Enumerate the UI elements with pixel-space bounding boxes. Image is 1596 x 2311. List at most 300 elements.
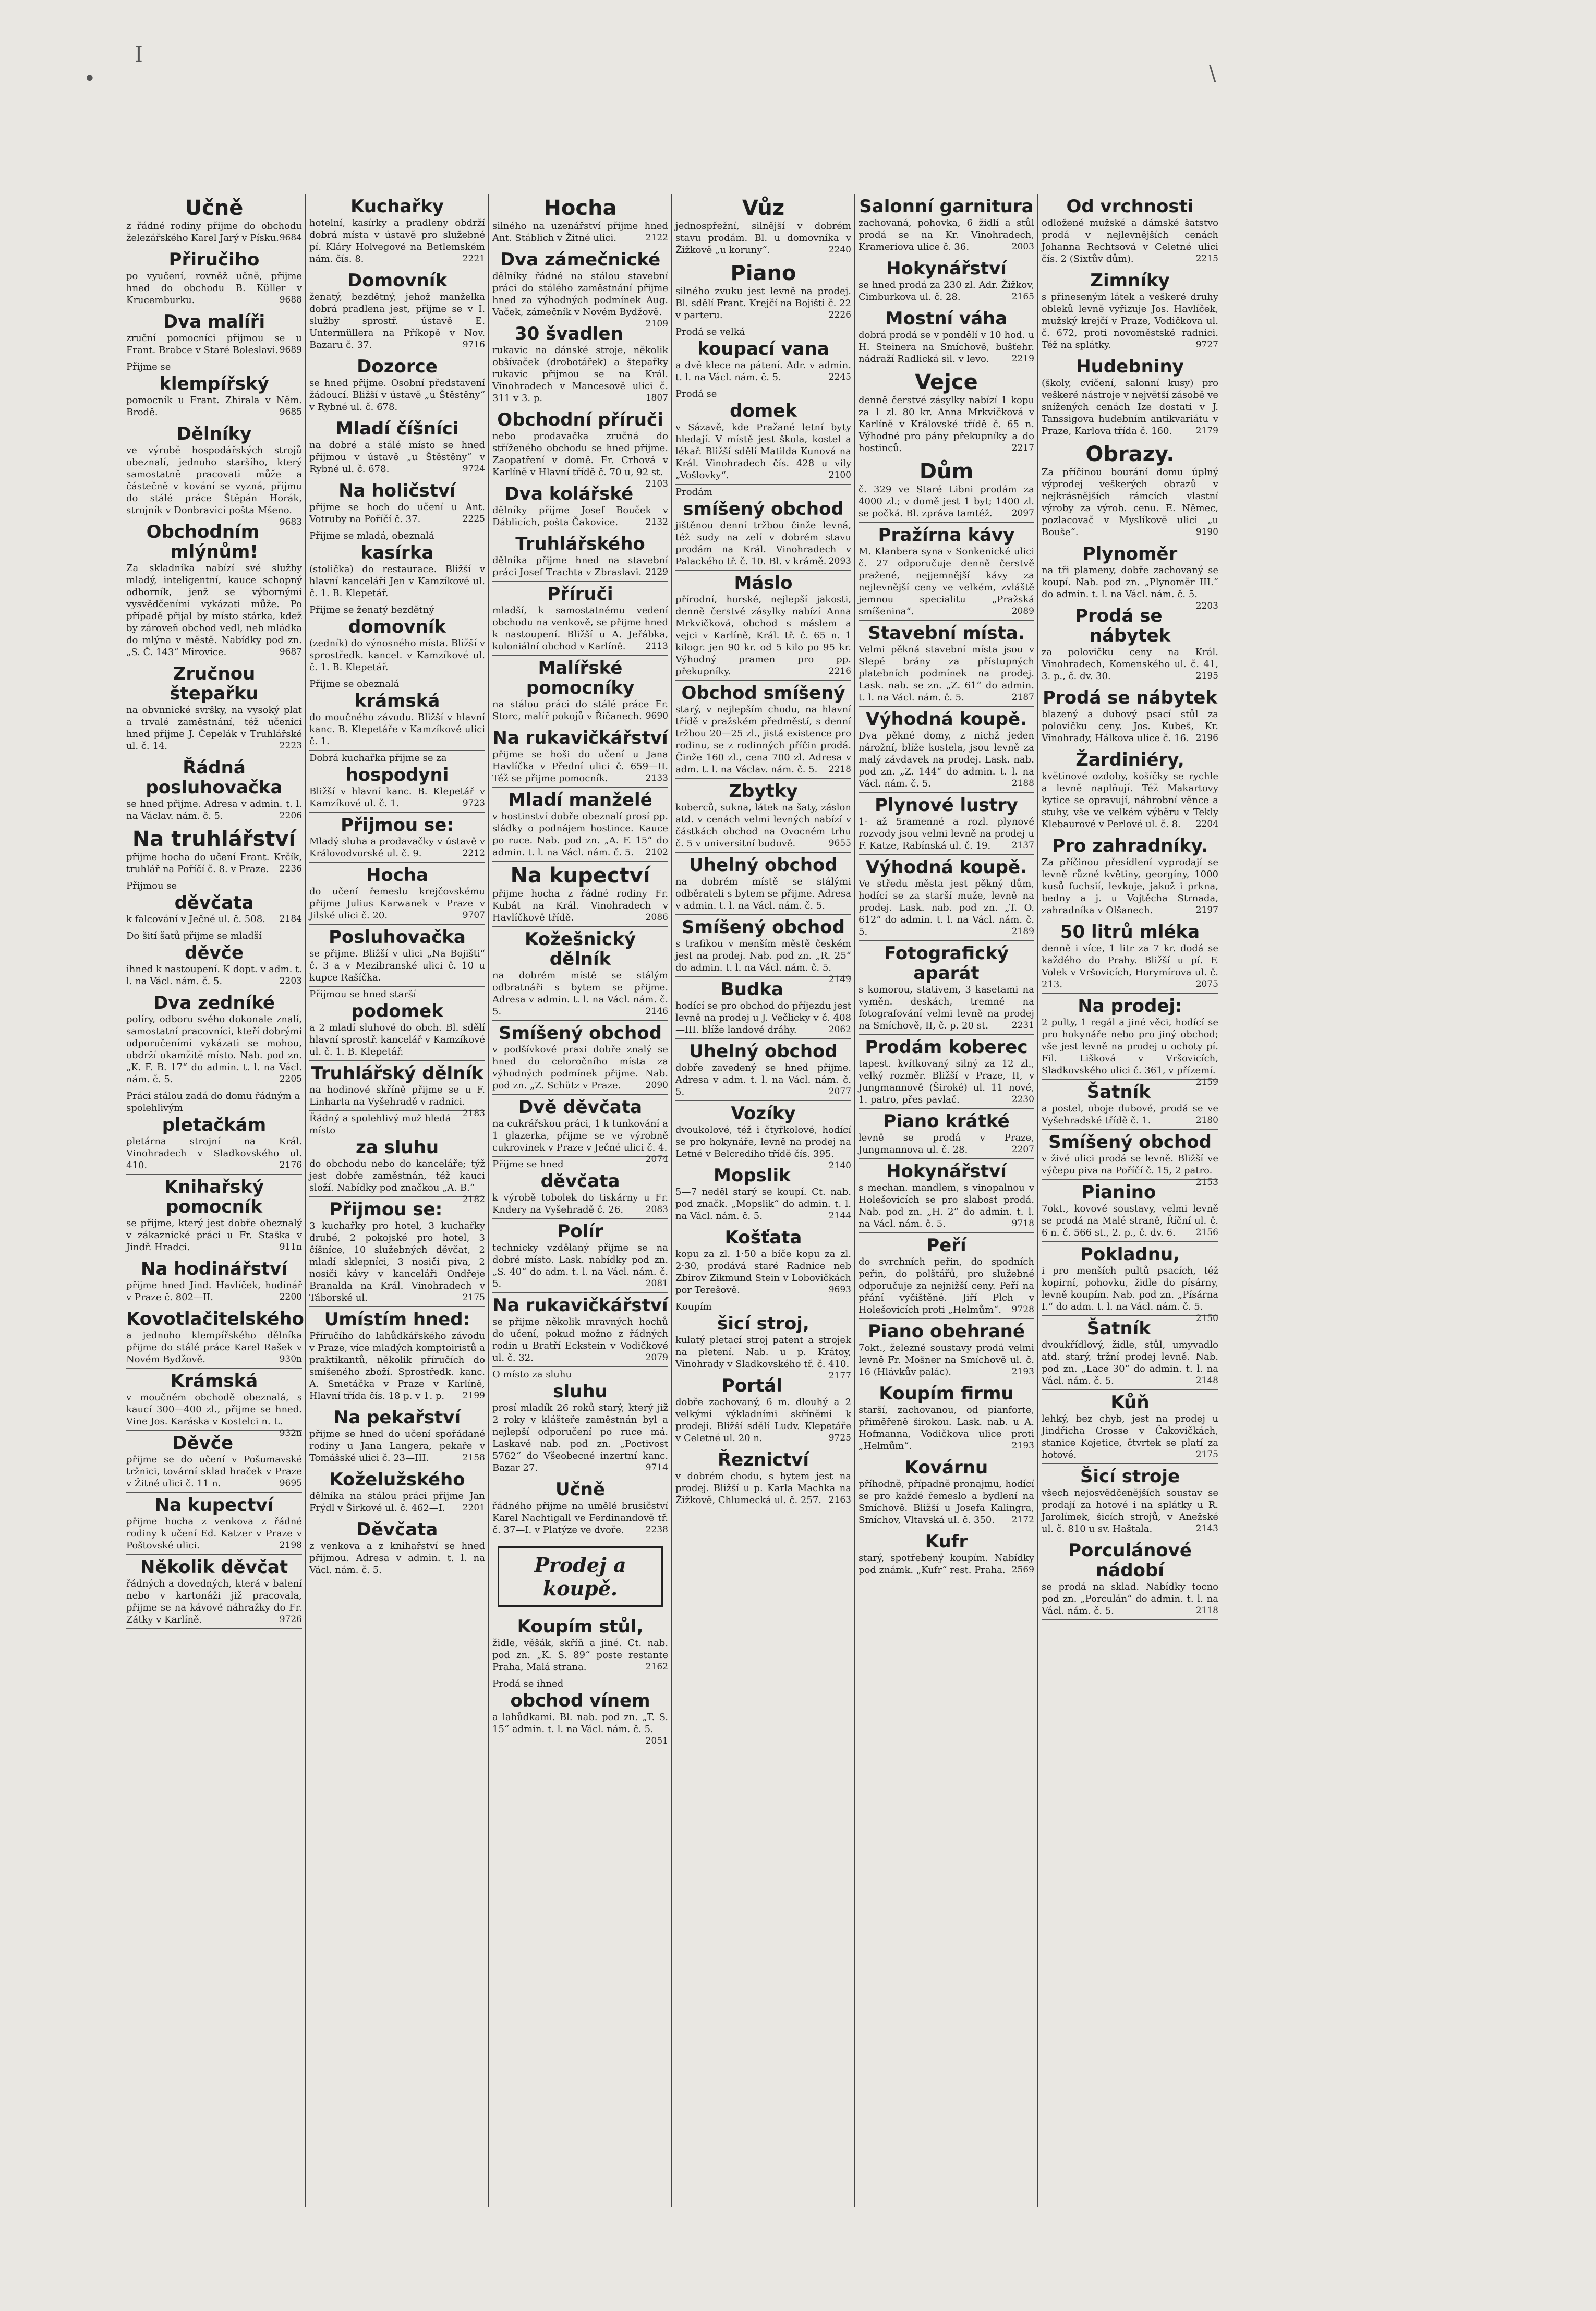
classified-ad <box>126 1369 302 1438</box>
ad-title: Smíšený obchod <box>1048 1132 1212 1153</box>
ad-text: Bližší v hlavní kanc. B. Klepetář v Kamzíkové ul. č. 1. <box>309 786 485 809</box>
ad-text: dělníky přijme Josef Bouček v Dáblicích, pošta Čakovice. <box>492 505 668 528</box>
ad-number: 9683 <box>279 517 302 527</box>
ad-text: dvoukolové, též i čtyřkolové, hodící se pro hokynáře, levně na prodej na Letné v Belcrediho třídě čís. 395. <box>675 1124 851 1159</box>
ad-text: za polovičku ceny na Král. Vinohradech, Komenského ul. č. 41, 3. p., č. dv. 30. <box>1042 647 1218 682</box>
ad-text: koberců, sukna, látek na šaty, záslon atd. v cenách velmi levných nabízí v částkách obchod na Ovocném trhu č. 5 v universitní budově. <box>675 802 851 849</box>
ad-title: Vůz <box>742 196 785 220</box>
ad-intro: Prodá se <box>675 389 717 400</box>
ad-number: 2218 <box>828 764 851 775</box>
ad-text: v živé ulici prodá se levně. Bližší ve výčepu piva na Poříčí č. 15, 2 patro. <box>1042 1153 1218 1176</box>
ad-title: Obrazy. <box>1085 442 1175 466</box>
ad-text: a postel, oboje dubové, prodá se ve Vyšehradské třídě č. 1. <box>1042 1103 1218 1126</box>
classified-ad <box>492 1219 668 1293</box>
classified-ad <box>1042 919 1218 994</box>
classified-ad <box>859 457 1034 523</box>
classified-ad <box>859 1529 1034 1579</box>
ad-text: lehký, bez chyb, jest na prodej u Jindřicha Grosse v Čakovičkách, stanice Kojetice, čtvrtek se platí za hotové. <box>1042 1413 1218 1460</box>
ad-number: 2215 <box>1195 253 1218 264</box>
classified-ad <box>1042 1242 1218 1324</box>
ad-title: Dům <box>919 459 974 483</box>
ad-text: dělníka přijme hned na stavební práci Josef Trachta v Zbraslavi. <box>492 555 668 578</box>
ad-number: 2153 <box>1195 1177 1218 1188</box>
ad-text: řádného přijme na umělé brusičství Karel Nachtigall ve Ferdinandově tř. č. 37—I. v Platýze ve dvoře. <box>492 1501 668 1535</box>
ad-text: v Sázavě, kde Pražané letní byty hledají. V místě jest škola, kostel a lékař. Bližší sdělí Matilda Kunová na Král. Vinohradech čís. 428 u vily „Vošlovky“. <box>675 422 851 481</box>
ad-number: 2162 <box>645 1662 668 1672</box>
ad-number: 1807 <box>645 393 668 403</box>
ad-title: Hocha <box>366 865 429 886</box>
ad-text: políry, odboru svého dokonale znalí, samostatní pracovníci, kteří dobrými odporučeními vykázati se mohou, obdrží okamžitě místo. Nab. pod zn. „K. F. B. 17“ do admin. t. l. na Václ. nám. č. 5. <box>126 1014 302 1085</box>
ad-intro: Prodá se ihned <box>492 1678 564 1689</box>
ad-number: 2090 <box>645 1080 668 1091</box>
ad-number: 2149 <box>828 974 851 985</box>
classified-ad <box>492 407 668 489</box>
ad-text: Velmi pěkná stavební místa jsou v Slepé brány za přístupných platebních podmínek na prodej. Lask. nab. se zn. „Z. 61“ do admin. t. l. na Václ. nám. č. 5. <box>859 644 1034 703</box>
ad-number: 9684 <box>279 233 302 243</box>
ad-title: Dvě děvčata <box>518 1097 643 1118</box>
ad-title: Košťata <box>724 1227 802 1248</box>
ad-title: Obchodním mlýnům! <box>146 522 260 562</box>
classified-ad <box>859 1159 1034 1233</box>
classified-ad <box>492 788 668 862</box>
classified-ad <box>1042 1390 1218 1464</box>
ad-number: 2093 <box>828 556 851 566</box>
ad-title: Přiručiho <box>168 249 260 270</box>
ad-title: Na holičství <box>338 480 456 501</box>
ad-title: Řeznictví <box>717 1449 809 1470</box>
ad-title: podomek <box>351 1001 443 1022</box>
classified-ad <box>126 1088 302 1175</box>
page-mark-top-right: \ <box>1209 62 1216 86</box>
ad-text: (školy, cvičení, salonní kusy) pro veškeré nástroje v největší zásobě ve snížených cenách Ize dostati v J. Tanssigova hudebním antikvariátu v Praze, Karlova třída č. 160. <box>1042 378 1218 437</box>
ad-intro: Přijmou se <box>126 880 177 891</box>
classified-ad <box>126 194 302 247</box>
ad-number: 2198 <box>279 1540 302 1551</box>
classified-ad <box>309 602 485 676</box>
ad-text: prosí mladík 26 roků starý, který již 2 roky v klášteře zaměstnán byl a nejlepší odporučení po ruce má. Laskavé nab. pod zn. „Poctivost 5762“ do Všeobecné inzertní kanc. Bazar 27. <box>492 1402 668 1473</box>
ad-title: Salonní garnitura <box>859 196 1034 217</box>
ad-intro: Přijme se obeznalá <box>309 679 400 689</box>
ad-title: Portál <box>721 1375 782 1396</box>
ad-text: Příručího do lahůdkářského závodu v Praze, více mladých komptoiristů a praktikantů, několik příručích do smíšeného zboží. Sprostředk. kanc. A. Smetáčka v Praze v Karlíně, Hlavní třída čís. 18 p. v 1. p. <box>309 1330 485 1401</box>
ad-number: 2156 <box>1195 1227 1218 1238</box>
ad-number: 9687 <box>279 647 302 657</box>
section-banner: Prodej a koupě. <box>498 1546 663 1607</box>
classified-ad <box>859 306 1034 368</box>
ad-number: 2236 <box>279 864 302 874</box>
classified-ad <box>859 1233 1034 1319</box>
ad-title: Prodá se nábytek <box>1075 606 1171 646</box>
ad-number: 2163 <box>828 1495 851 1505</box>
classified-ad <box>126 878 302 928</box>
classified-ad <box>309 478 485 528</box>
ad-number: 9718 <box>1011 1218 1034 1229</box>
ad-text: přijme hocha z řádné rodiny Fr. Kubát na Král. Vinohradech v Havlíčkově třídě. <box>492 888 668 923</box>
classified-ad <box>675 853 851 915</box>
ad-number: 2129 <box>645 567 668 577</box>
ad-text: se hned prodá za 230 zl. Adr. Žižkov, Cimburkova ul. č. 28. <box>859 280 1034 303</box>
ad-number: 2140 <box>828 1160 851 1171</box>
ad-intro: Přijme se <box>126 361 171 372</box>
ad-text: mladší, k samostatnému vedení obchodu na venkově, se přijme hned k nastoupení. Bližší u A. Jeřábka, koloniální obchod v Karlíně. <box>492 605 668 652</box>
ad-text: přijme se hoši do učení u Jana Havlíčka v Přední ulici č. 659—II. Též se přijme pomocník. <box>492 749 668 784</box>
ad-text: se prodá na sklad. Nabídky tocno pod zn. „Porculán“ do admin. t. l. na Václ. nám. č. 5. <box>1042 1581 1218 1616</box>
ad-number: 2216 <box>828 666 851 676</box>
ad-number: 2238 <box>645 1524 668 1535</box>
ad-text: nebo prodavačka zručná do stříženého obchodu se hned přijme. Zaopatření v domě. Fr. Crhová v Karlíně v Hlavní třídě č. 70 u, 92 st. <box>492 431 668 478</box>
ad-text: se hned přijme. Adresa v admin. t. l. na Václav. nám. č. 5. <box>126 798 302 821</box>
classified-ad <box>675 259 851 324</box>
classified-ad <box>309 676 485 751</box>
ad-title: 30 švadlen <box>514 323 623 344</box>
classified-ad <box>675 194 851 259</box>
ad-title: koupací vana <box>697 338 829 359</box>
ad-title: Prodá se nábytek <box>1043 687 1217 708</box>
ad-number: 2158 <box>462 1453 485 1463</box>
ad-title: Piano <box>730 261 796 285</box>
ad-title: Kůň <box>1110 1392 1150 1413</box>
ad-title: děvčata <box>540 1171 620 1192</box>
ad-text: dobrá prodá se v pondělí v 10 hod. u H. Steinera na Smíchově, bušťehr. nádraží Radlická sil. v levo. <box>859 330 1034 365</box>
ad-number: 2245 <box>828 372 851 382</box>
ad-title: děvčata <box>174 892 254 913</box>
ad-title: šicí stroj, <box>717 1313 809 1334</box>
classified-ad <box>675 1039 851 1101</box>
ad-text: Ve středu města jest pěkný dům, hodící se za starší muže, levně na prodej. Lask. nab. pod zn. „T. O. 612“ do admin. t. l. na Václ. nám. č. 5. <box>859 878 1034 937</box>
classified-ad <box>1042 685 1218 747</box>
ad-title: Mostní váha <box>885 308 1008 329</box>
ad-title: Hokynářství <box>886 258 1007 279</box>
ad-number: 2201 <box>462 1503 485 1513</box>
ad-title: obchod vínem <box>510 1690 650 1711</box>
ad-title: Dva malíři <box>163 311 265 332</box>
ad-text: 2 pulty, 1 regál a jiné věci, hodící se pro hokynáře nebo pro jiný obchod; vše jest levně na prodej u ochoty pí. Fil. Lišková v Vršovicích, Sladkovského ulici č. 361, v přízemí. <box>1042 1017 1218 1076</box>
classified-ad <box>859 194 1034 256</box>
classified-ad <box>126 928 302 990</box>
classified-ad <box>859 941 1034 1035</box>
ad-text: tapest. kvítkovaný silný za 12 zl., velký rozměr. Bližší v Praze, II, v Jungmannově (Široké) ul. 11 nové, 1. patro, přes pavlač. <box>859 1058 1034 1105</box>
ad-number: 9693 <box>828 1285 851 1295</box>
ad-title: pletačkám <box>162 1115 267 1135</box>
ad-text: zachovaná, pohovka, 6 židlí a stůl prodá se na Kr. Vinohradech, Krameriova ulice č. 36. <box>859 217 1034 252</box>
classified-ad <box>675 1163 851 1225</box>
ad-number: 2148 <box>1195 1375 1218 1386</box>
ad-title: Smíšený obchod <box>682 917 845 938</box>
ad-title: Učně <box>555 1479 606 1500</box>
classified-ad <box>309 1467 485 1517</box>
classified-ad <box>126 825 302 878</box>
ad-text: na stálou práci do stálé práce Fr. Storc, malíř pokojů v Řičanech. <box>492 699 668 722</box>
ad-title: Uhelný obchod <box>689 855 838 876</box>
ad-text: přijme se hoch do učení u Ant. Votruby na Poříčí č. 37. <box>309 502 485 525</box>
ad-number: 2189 <box>1011 926 1034 937</box>
classified-ad <box>1042 268 1218 354</box>
ad-number: 2175 <box>462 1292 485 1303</box>
ad-number: 2109 <box>645 319 668 329</box>
ad-text: 3 kuchařky pro hotel, 3 kuchařky drubé, 2 pokojské pro hotel, 3 číšníce, 10 služebných děvčat, 2 mladí sklepníci, 3 nosiči piva, 2 nosiči kávy v kanceláři Ondřeje Branalda na Král. Vinohradech v Táborské ul. <box>309 1220 485 1303</box>
ad-text: ženatý, bezdětný, jehož manželka dobrá pradlena jest, přijme se v I. služby sprostř. ústavě E. Untermüllera na Příkopě v Nov. Bazaru č. 37. <box>309 292 485 350</box>
ad-title: Uhelný obchod <box>689 1041 838 1062</box>
ad-text: a lahůdkami. Bl. nab. pod zn. „T. S. 15“ admin. t. l. na Václ. nám. č. 5. <box>492 1712 668 1735</box>
ad-title: krámská <box>354 691 440 711</box>
ad-text: se hned přijme. Osobní představení žádoucí. Bližší v ústavě „u Štěstěny“ v Rybné ul. č. 678. <box>309 378 485 413</box>
ad-title: Učně <box>185 196 244 220</box>
classified-ad <box>126 421 302 527</box>
ad-text: v hostinství dobře obeznalí prosí pp. sládky o podnájem hostince. Kauce po ruce. Nab. pod zn. „A. F. 15“ do admin. t. l. na Václ. nám. č. 5. <box>492 811 668 858</box>
ad-number: 930n <box>279 1354 302 1364</box>
ad-number: 9707 <box>462 910 485 921</box>
ad-title: Žardiniéry, <box>1075 749 1184 770</box>
ad-column-1 <box>123 194 306 2207</box>
ad-title: Šicí stroje <box>1080 1466 1180 1487</box>
ad-number: 9724 <box>462 464 485 474</box>
ad-title: klempířský <box>159 373 269 394</box>
ad-number: 2100 <box>828 470 851 480</box>
ad-text: 7okt., kovové soustavy, velmi levně se prodá na Malé straně, Říční ul. č. 6 n. č. 566 st., 2. p., č. dv. 6. <box>1042 1203 1218 1238</box>
ad-number: 2089 <box>1011 606 1034 616</box>
ad-intro: O místo za sluhu <box>492 1369 572 1380</box>
ad-number: 2075 <box>1195 979 1218 989</box>
ad-text: pomocník u Frant. Zhirala v Něm. Brodě. <box>126 395 302 418</box>
classified-ad <box>126 990 302 1088</box>
ad-text: Dva pěkné domy, z nichž jeden nárožní, blíže kostela, jsou levně za malý závdavek na prodej. Lask. nab. pod zn. „Z. 144“ do admin. t. l. na Václ. nám. č. 5. <box>859 730 1034 789</box>
ad-number: 2097 <box>1011 508 1034 518</box>
classified-ad <box>492 1157 668 1219</box>
ad-title: Plynové lustry <box>875 795 1018 816</box>
ad-title: Dělníky <box>176 424 252 444</box>
ad-number: 9655 <box>828 838 851 849</box>
ad-title: Plynoměr <box>1082 543 1178 564</box>
ad-title: sluhu <box>553 1381 608 1402</box>
classified-ad <box>492 725 668 788</box>
classified-ad <box>126 1431 302 1493</box>
classified-ad <box>859 523 1034 621</box>
ad-text: ve výrobě hospodářských strojů obeznalí, jednoho staršího, který samostatně pracovati může a částečně v kování se vyzná, přijmu do stálé práce Štěpán Horák, strojník v Donbravici pošta Mšeno. <box>126 445 302 516</box>
ad-title: Posluhovačka <box>329 927 466 948</box>
classified-ad <box>492 1614 668 1676</box>
ad-title: Na kupectví <box>510 864 650 888</box>
ad-number: 2182 <box>462 1194 485 1205</box>
classified-ad <box>309 1405 485 1467</box>
ad-title: Přijmou se: <box>341 815 454 836</box>
ad-text: řádných a dovedných, která v balení nebo v kartonáži již pracovala, přijme se na kávové náhražky do Fr. Zátky v Karlíně. <box>126 1578 302 1625</box>
ad-number: 2062 <box>828 1024 851 1035</box>
ad-text: po vyučení, rovněž učně, přijme hned do obchodu B. Küller v Krucemburku. <box>126 271 302 306</box>
classified-ad <box>1042 1464 1218 1538</box>
ad-number: 2204 <box>1195 819 1218 829</box>
ad-column-2 <box>306 194 489 2207</box>
classified-ad <box>1042 833 1218 919</box>
classified-ad <box>309 1197 485 1307</box>
ad-text: přijme hned Jind. Havlíček, hodinář v Praze č. 802—II. <box>126 1280 302 1303</box>
classified-ad <box>1042 1538 1218 1620</box>
ad-number: 2240 <box>828 245 851 255</box>
ad-title: Šatník <box>1086 1318 1151 1339</box>
ad-intro: Přijme se mladá, obeznalá <box>309 530 434 541</box>
ad-number: 2223 <box>279 741 302 751</box>
ad-number: 2143 <box>1195 1523 1218 1534</box>
ad-title: Dva kolářské <box>504 483 634 504</box>
ad-text: na dobré a stálé místo se hned přijmou v ústavě „u Štěstěny“ v Rybné ul. č. 678. <box>309 440 485 475</box>
ad-number: 2077 <box>828 1086 851 1097</box>
ad-number: 2165 <box>1011 292 1034 302</box>
ad-title: kasírka <box>360 542 434 563</box>
ad-title: Polír <box>557 1221 603 1242</box>
ad-number: 2137 <box>1011 840 1034 851</box>
ad-title: Na pekařství <box>333 1407 461 1428</box>
ad-number: 2230 <box>1011 1094 1034 1105</box>
classified-ad <box>1042 603 1218 685</box>
ad-title: Kovárnu <box>904 1457 988 1478</box>
ad-text: v podšívkové praxi dobře znalý se hned do celoročního místa za výhodných podmínek přijme. Nab. pod zn. „Z. Schütz v Praze. <box>492 1044 668 1091</box>
ad-text: Za skladníka nabízí své služby mladý, inteligentní, kauce schopný odborník, jenž se výbornými vysvědčeními vykázati může. Po případě přijal by místo stárka, kdež by zároveň obchod vedl, neb mládka do mlýna v městě. Nabídky pod zn. „S. Č. 143“ Mirovice. <box>126 563 302 658</box>
page-mark-top-left: I <box>135 43 143 67</box>
ad-intro: Koupím <box>675 1301 712 1312</box>
ad-text: k výrobě tobolek do tiskárny u Fr. Kndery na Vyšehradě č. 26. <box>492 1192 668 1215</box>
classified-ad <box>859 256 1034 306</box>
ad-title: Od vrchnosti <box>1066 196 1194 217</box>
ad-text: dělníky řádné na stálou stavební práci do stálého zaměstnání přijme hned za výhodných podmínek Aug. Vaček, zámečník v Novém Bydžově. <box>492 271 668 318</box>
classified-ad <box>309 751 485 813</box>
ad-title: Peří <box>926 1235 966 1256</box>
ad-text: přijme hocha z venkova z řádné rodiny k učení Ed. Katzer v Praze v Poštovské ulici. <box>126 1516 302 1551</box>
classified-ad <box>1042 1180 1218 1242</box>
ad-number: 2103 <box>645 479 668 489</box>
ad-title: Děvčata <box>356 1519 438 1540</box>
ad-number: 2193 <box>1011 1366 1034 1377</box>
classified-ad <box>309 528 485 602</box>
ad-intro: Práci stálou zadá do domu řádným a spolehlivým <box>126 1091 300 1114</box>
classified-ad <box>859 1455 1034 1529</box>
ad-number: 9727 <box>1195 340 1218 350</box>
ad-text: 5—7 neděl starý se koupí. Ct. nab. pod značk. „Mopslik“ do admin. t. l. na Václ. nám. č. 5. <box>675 1187 851 1221</box>
ad-title: Dva zedníké <box>153 993 275 1013</box>
ad-text: v dobrém chodu, s bytem jest na prodej. Bližší u p. Karla Machka na Žižkově, Chlumecká ul. č. 257. <box>675 1471 851 1506</box>
ad-column-6 <box>1038 194 1222 2207</box>
classified-ad <box>492 927 668 1021</box>
ad-text: s komorou, stativem, 3 kasetami na vyměn. deskách, tremné na fotografování velmi levně na prodej na Smíchově, II, č. p. 20 st. <box>859 984 1034 1031</box>
classified-ad <box>492 656 668 725</box>
ad-number: 2074 <box>645 1154 668 1165</box>
ad-title: Umístím hned: <box>324 1309 470 1330</box>
ad-text: jednospřežní, silnější v dobrém stavu prodám. Bl. u domovníka v Žižkově „u koruny“. <box>675 221 851 256</box>
ad-number: 9190 <box>1195 527 1218 537</box>
ad-text: do svrchních peřin, do spodních peřin, do polštářů, pro služebné odporučuje za nejnižší ceny. Peří na přání vyčištěné. Jiří Plch v Holešovicích proti „Helmům“. <box>859 1256 1034 1315</box>
ad-title: Prodám koberec <box>865 1037 1028 1058</box>
ad-title: Vejce <box>915 370 978 394</box>
ad-number: 2205 <box>279 1074 302 1084</box>
ad-title: Kovotlačitelského <box>126 1309 304 1329</box>
ad-title: Výhodná koupě. <box>866 857 1027 878</box>
ad-text: s přineseným látek a veškeré druhy obleků levně vyřizuje Jos. Havlíček, mužský krejčí v Praze, Vodičkova ul. č. 672, proti novoměstské radnici. Též na splátky. <box>1042 292 1218 350</box>
ad-number: 9728 <box>1011 1304 1034 1315</box>
classified-ad <box>126 1555 302 1629</box>
ad-text: jištěnou denní tržbou činže levná, též sudy na zelí v dobrém stavu prodám na Král. Vinohradech v Palackého tř. č. 10. Bl. v krámě. <box>675 520 851 567</box>
ad-title: Truhlářský dělník <box>311 1063 483 1084</box>
ad-text: s trafikou v menším městě českém jest na prodej. Nab. pod zn. „R. 25“ do admin. t. l. na Václ. nám. č. 5. <box>675 938 851 973</box>
ad-intro: Dobrá kuchařka přijme se za <box>309 753 447 764</box>
classified-ad <box>492 1293 668 1367</box>
classified-ad <box>492 862 668 927</box>
ad-title: hospodyni <box>345 765 449 785</box>
ad-number: 2176 <box>279 1160 302 1170</box>
classified-ads <box>123 194 1590 2207</box>
ad-number: 2175 <box>1195 1449 1218 1460</box>
ad-text: hodící se pro obchod do příjezdu jest levně na prodej u J. Večlicky v č. 408—III. blíže landové dráhy. <box>675 1000 851 1035</box>
classified-ad <box>675 977 851 1039</box>
ad-title: Několik děvčat <box>140 1557 288 1578</box>
classified-ad <box>1042 994 1218 1087</box>
ad-title: Na rukavičkářství <box>492 728 668 748</box>
classified-ad <box>126 755 302 825</box>
ad-number: 2081 <box>645 1278 668 1289</box>
ad-title: Příruči <box>547 584 613 604</box>
ad-number: 9688 <box>279 295 302 305</box>
classified-ad <box>309 1061 485 1119</box>
classified-ad <box>675 571 851 681</box>
ad-text: z řádné rodiny přijme do obchodu železářského Karel Jarý v Písku. <box>126 221 302 244</box>
ad-title: za sluhu <box>355 1137 439 1158</box>
ad-text: pletárna strojní na Král. Vinohradech v Sladkovského ul. 410. <box>126 1136 302 1171</box>
classified-ad <box>859 621 1034 707</box>
classified-ad <box>126 519 302 661</box>
ad-title: děvče <box>185 942 244 963</box>
ad-title: Na prodej: <box>1078 996 1182 1017</box>
ad-title: Na kupectví <box>154 1495 274 1516</box>
ad-number: 9695 <box>279 1478 302 1489</box>
ad-text: kulatý pletací stroj patent a strojek na pletení. Nab. u p. Krátoy, Vinohrady v Sladkovského tř. č. 410. <box>675 1335 851 1370</box>
ad-title: 50 litrů mléka <box>1060 922 1200 942</box>
ad-title: Mopslik <box>714 1165 791 1186</box>
ad-number: 2159 <box>1195 1077 1218 1087</box>
ad-title: Pianino <box>1081 1182 1156 1203</box>
ad-number: 2184 <box>279 914 302 924</box>
ad-intro: Prodá se velká <box>675 326 745 337</box>
classified-ad <box>675 1225 851 1299</box>
ad-number: 2231 <box>1011 1020 1034 1031</box>
ad-title: Na hodinářství <box>140 1259 287 1279</box>
ad-number: 2206 <box>279 810 302 821</box>
ad-number: 2113 <box>645 641 668 651</box>
ad-number: 2207 <box>1011 1144 1034 1155</box>
ad-text: všech nejosvědčenějších soustav se prodají za hotové i na splátky u R. Jarolímek, šicích strojů, v Anežské ul. č. 810 u sv. Haštala. <box>1042 1487 1218 1534</box>
ad-number: 2187 <box>1011 692 1034 703</box>
ad-number: 2146 <box>645 1006 668 1017</box>
classified-ad <box>126 1493 302 1555</box>
ad-text: se přijme. Bližší v ulici „Na Bojišti“ č. 3 a v Mezibranské ulici č. 10 u kupce Rašíčka. <box>309 948 485 983</box>
ad-text: M. Klanbera syna v Sonkenické ulici č. 27 odporučuje denně čerstvě pražené, nejjemnější kávy za nejlevnější ceny ve velkém, zvláště jemnou specialitu „Pražská smíšenina“. <box>859 546 1034 617</box>
classified-ad <box>675 681 851 779</box>
ad-text: Za příčinou bourání domu úplný výprodej veškerých obrazů v nejkrásnějších rámcích vlastní výroby za výrob. cenu. E. Němec, pozlacovač v Myslíkově ulici „u Bouše“. <box>1042 467 1218 538</box>
ad-text: do moučného závodu. Bližší v hlavní kanc. B. Klepetáře v Kamzíkové ulici č. 1. <box>309 712 485 747</box>
ad-number: 2150 <box>1195 1313 1218 1324</box>
ad-number: 2212 <box>462 848 485 858</box>
ad-title: Pro zahradníky. <box>1052 836 1208 856</box>
ad-number: 2196 <box>1195 733 1218 743</box>
ad-text: a 2 mladí sluhové do obch. Bl. sdělí hlavní sprostř. kancelář v Kamzíkové ul. č. 1. B. Klepetář. <box>309 1022 485 1057</box>
ad-title: Na rukavičkářství <box>492 1295 668 1316</box>
ad-title: Kuchařky <box>350 196 444 217</box>
ad-number: 2225 <box>462 514 485 524</box>
classified-ad <box>675 1373 851 1447</box>
ad-text: dělníka na stálou práci přijme Jan Frýdl v Širkové ul. č. 462—I. <box>309 1491 485 1514</box>
classified-ad <box>492 531 668 582</box>
ad-number: 2183 <box>462 1108 485 1119</box>
ad-title: Šatník <box>1086 1082 1151 1103</box>
ad-text: a jednoho klempířského dělníka přijme do stálé práce Karel Rašek v Novém Bydžově. <box>126 1330 302 1365</box>
classified-ad <box>126 309 302 359</box>
classified-ad <box>126 1175 302 1256</box>
